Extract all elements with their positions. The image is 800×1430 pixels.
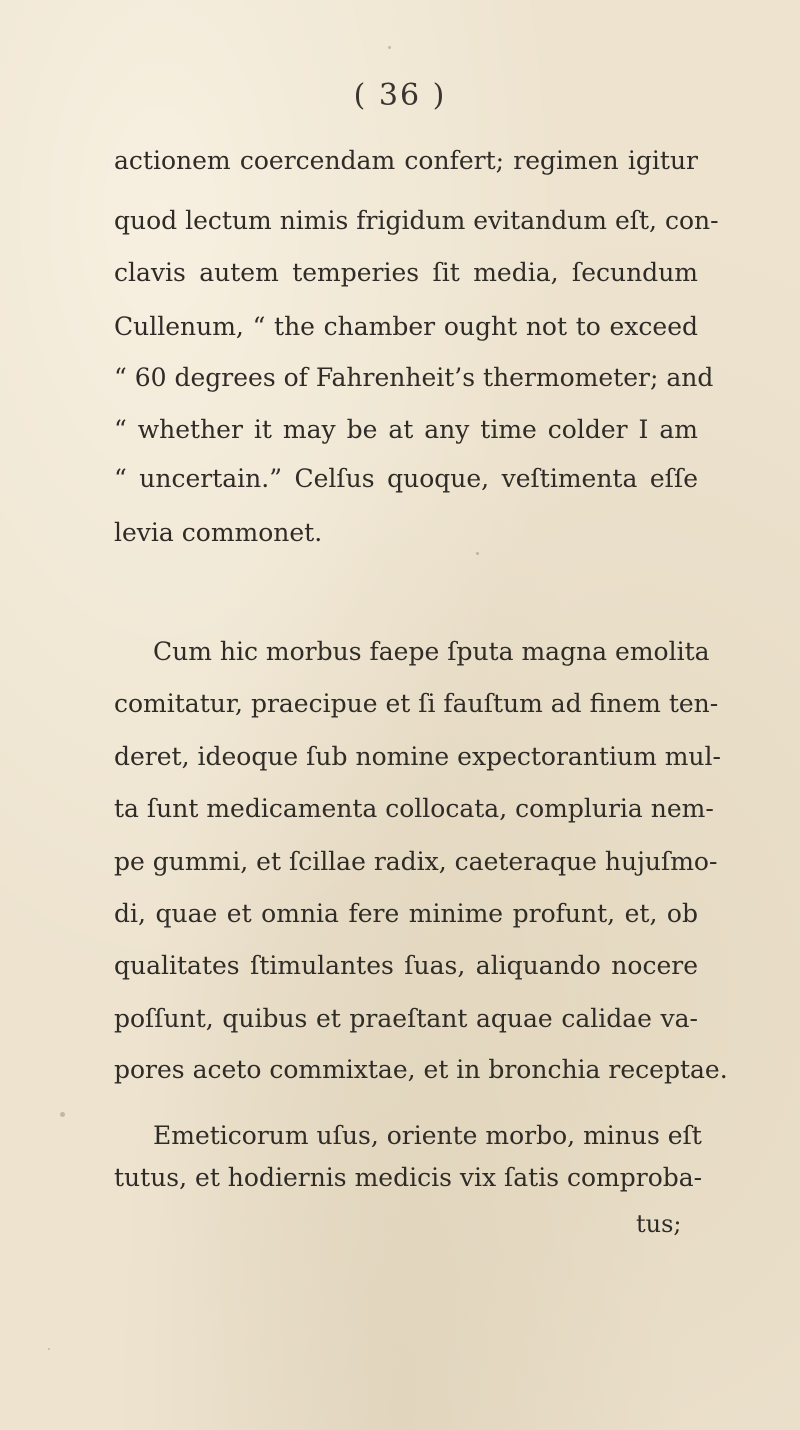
text-line: di, quae et omnia fere minime profunt, et, ob: [114, 899, 698, 928]
paper-speck: [48, 1348, 50, 1350]
text-line: pores aceto commixtae, et in bronchia receptae.: [114, 1055, 728, 1084]
text-line: quod lectum nimis frigidum evitandum eſt, con-: [114, 206, 719, 235]
text-line: tutus, et hodiernis medicis vix ſatis comproba-: [114, 1163, 703, 1192]
text-line: qualitates ſtimulantes ſuas, aliquando nocere: [114, 951, 698, 980]
text-line: ta ſunt medicamenta collocata, compluria nem-: [114, 794, 714, 823]
text-line: “ 60 degrees of Fahrenheit’s thermometer; and: [114, 363, 714, 392]
text-line: actionem coercendam confert; regimen igitur: [114, 146, 698, 175]
text-line: Cum hic morbus faepe ſputa magna emolita: [153, 637, 710, 666]
catchword: tus;: [636, 1210, 682, 1238]
paper-speck: [388, 46, 391, 49]
text-line: Cullenum, “ the chamber ought not to exceed: [114, 312, 698, 341]
text-line: “ whether it may be at any time colder I am: [114, 415, 698, 444]
text-line: Emeticorum uſus, oriente morbo, minus eſt: [153, 1121, 702, 1150]
text-line: deret, ideoque ſub nomine expectorantium mul-: [114, 742, 721, 771]
page-number: ( 36 ): [353, 78, 447, 113]
text-line: pe gummi, et ſcillae radix, caeteraque hujuſmo-: [114, 847, 718, 876]
text-line: poſſunt, quibus et praeſtant aquae calidae va-: [114, 1004, 698, 1033]
text-line: levia commonet.: [114, 518, 323, 547]
paper-speck: [476, 552, 479, 555]
paper-speck: [60, 1112, 65, 1117]
text-line: clavis autem temperies ſit media, ſecundum: [114, 258, 698, 287]
text-line: comitatur, praecipue et ſi fauſtum ad finem ten-: [114, 689, 719, 718]
text-line: “ uncertain.” Celſus quoque, veſtimenta eſſe: [114, 464, 698, 493]
